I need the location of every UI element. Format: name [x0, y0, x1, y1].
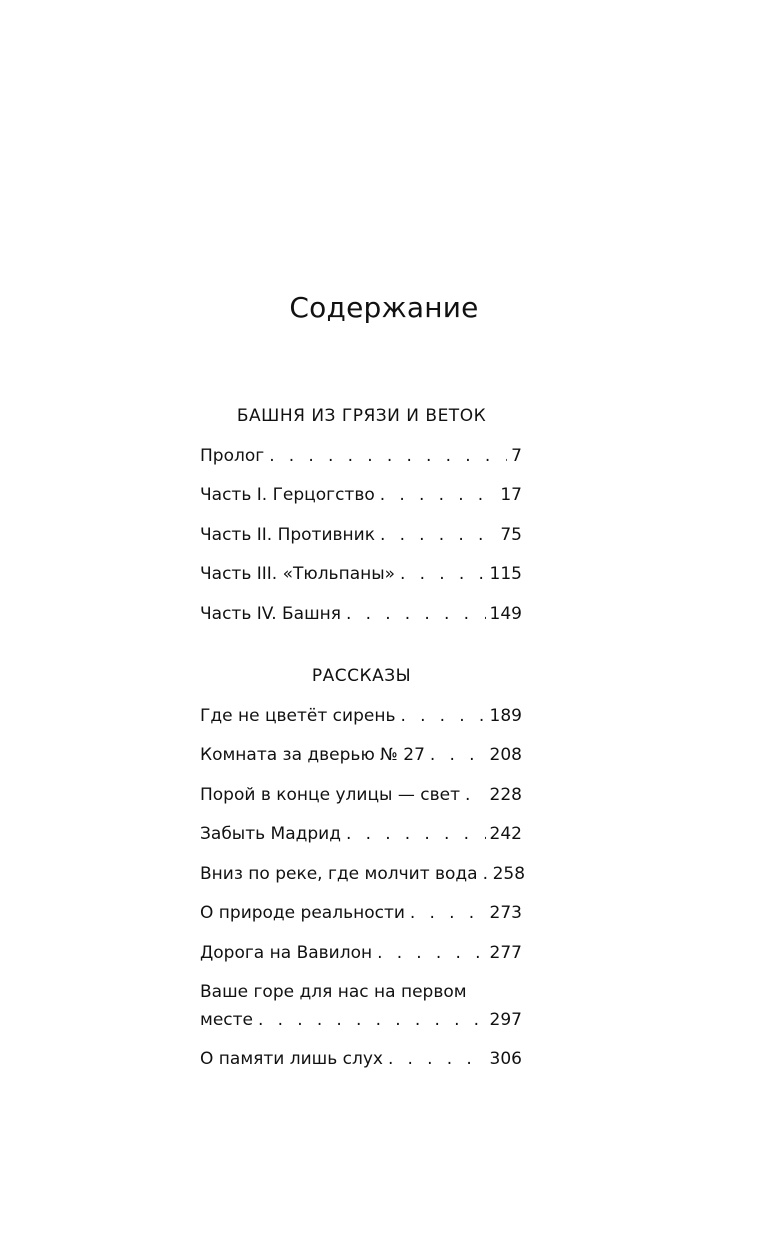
toc-entry-page: 228	[489, 785, 522, 805]
toc-entry[interactable]	[200, 523, 522, 547]
toc-entry-page: 115	[489, 564, 522, 584]
dot-leader	[269, 444, 507, 468]
dot-leader	[377, 941, 485, 965]
dot-leader	[465, 783, 486, 807]
dot-leader	[258, 1008, 486, 1032]
toc-entry-title: Часть I. Герцогство	[200, 485, 375, 505]
toc-entry-title: Где не цветёт сирень	[200, 706, 396, 726]
dot-leader	[380, 523, 496, 547]
toc-entry-title: Забыть Мадрид	[200, 824, 341, 844]
section-heading: РАССКАЗЫ	[311, 666, 412, 686]
dot-leader	[346, 822, 486, 846]
toc-entry[interactable]	[200, 783, 522, 807]
toc-entry[interactable]	[200, 980, 522, 1032]
toc-entry-page: 189	[489, 706, 522, 726]
dot-leader	[346, 602, 486, 626]
toc-entry-page: 7	[511, 446, 522, 466]
dot-leader	[388, 1047, 486, 1071]
toc-entry-page: 306	[489, 1049, 522, 1069]
toc-entry-page: 273	[489, 903, 522, 923]
toc-entry-page: 297	[489, 1010, 522, 1030]
toc-entry-page: 277	[489, 943, 522, 963]
toc-entry-title: Часть III. «Тюльпаны»	[200, 564, 396, 584]
toc-entry[interactable]	[200, 941, 522, 965]
toc-entry-title: Часть IV. Башня	[200, 604, 341, 624]
dot-leader	[410, 901, 486, 925]
toc-entry[interactable]	[200, 1047, 522, 1071]
toc-entry-page: 17	[500, 485, 522, 505]
toc-entry-page: 258	[492, 864, 526, 884]
toc-entry-title: Пролог	[200, 446, 265, 466]
toc-entry-title: Ваше горе для нас на первом	[200, 982, 467, 1002]
dot-leader	[380, 483, 497, 507]
toc-entry-page: 75	[500, 525, 522, 545]
toc-entry-title: Комната за дверью № 27	[200, 745, 425, 765]
toc-entry-page: 242	[489, 824, 522, 844]
toc-entry-line2	[200, 1008, 522, 1032]
toc-entry-title: Вниз по реке, где молчит вода	[200, 864, 478, 884]
toc-entry[interactable]	[200, 862, 526, 886]
toc-entry-page: 208	[489, 745, 522, 765]
toc-entry[interactable]	[200, 743, 522, 767]
toc-entry[interactable]	[200, 704, 522, 728]
toc-entry-title: О природе реальности	[200, 903, 405, 923]
toc-entry-title: Дорога на Вавилон	[200, 943, 373, 963]
toc-entry[interactable]	[200, 444, 522, 468]
toc-entry-title-continued: месте	[200, 1010, 253, 1030]
toc-entry-title: Часть II. Противник	[200, 525, 375, 545]
section-heading: БАШНЯ ИЗ ГРЯЗИ И ВЕТОК	[236, 406, 487, 426]
toc-entry-title: Порой в конце улицы — свет	[200, 785, 460, 805]
dot-leader	[483, 862, 489, 886]
dot-leader	[430, 743, 486, 767]
dot-leader	[400, 704, 485, 728]
toc-entry[interactable]	[200, 822, 522, 846]
toc-entry[interactable]	[200, 562, 522, 586]
dot-leader	[400, 562, 486, 586]
toc-entry[interactable]	[200, 602, 522, 626]
toc-entry-page: 149	[489, 604, 522, 624]
toc-entry-title: О памяти лишь слух	[200, 1049, 383, 1069]
page-title: Содержание	[289, 291, 479, 324]
toc-entry[interactable]	[200, 483, 522, 507]
toc-entry[interactable]	[200, 901, 522, 925]
